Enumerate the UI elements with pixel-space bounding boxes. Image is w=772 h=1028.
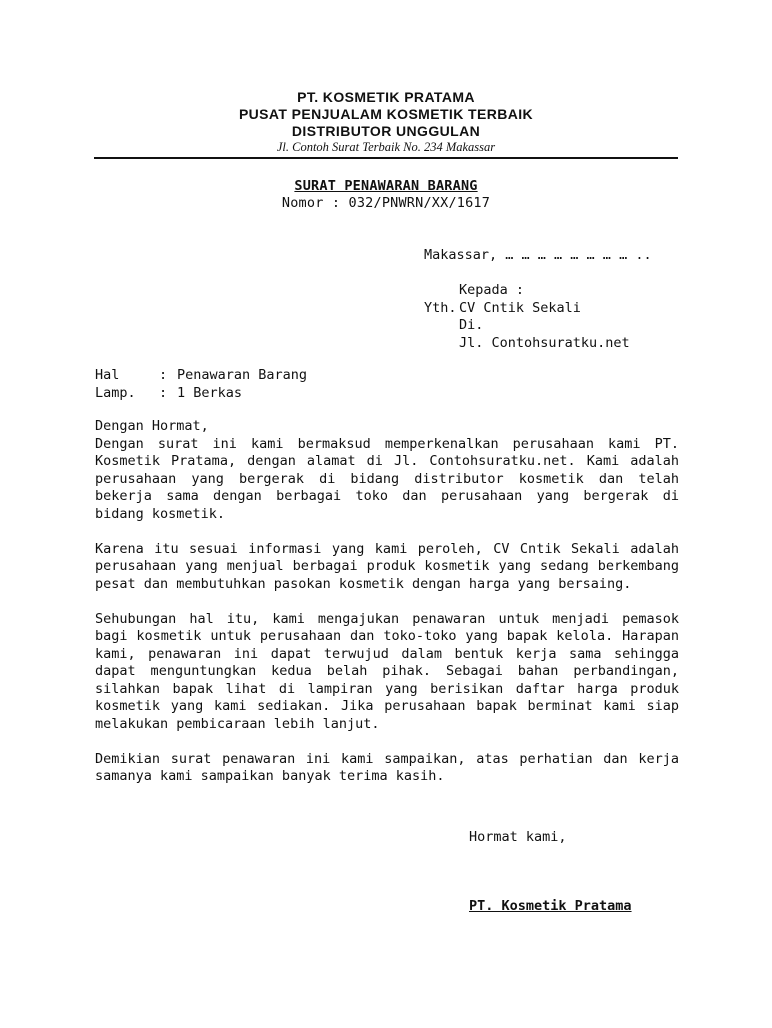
document-number: Nomor : 032/PNWRN/XX/1617 [281,195,491,211]
recipient-block [424,282,630,352]
letterhead-divider [94,157,678,159]
recipient-di: Di. [459,317,484,333]
subject-lamp-colon: : [159,384,168,401]
body-paragraph-intro: Dengan surat ini kami bermaksud memperkenalkan perusahaan kami PT. Kosmetik Pratama, dengan alamat di Jl. Contohsuratku.net. Kami adalah perusahaan yang bergerak di bidang distributor kosmetik dan telah bekerja sama dengan berbagai toko dan perusahaan yang bergerak di bidang kosmetik. [95,435,679,522]
signatory-name: PT. Kosmetik Pratama [469,898,632,914]
subject-lamp-label: Lamp. [95,384,136,401]
body-paragraph-reason: Karena itu sesuai informasi yang kami peroleh, CV Cntik Sekali adalah perusahaan yang menjual berbagai produk kosmetik yang sedang berkembang pesat dan membutuhkan pasokan kosmetik dengan harga yang bersaing. [95,540,679,592]
letter-body [95,418,679,803]
recipient-to-label: Kepada : [459,282,525,298]
company-address: Jl. Contoh Surat Terbaik No. 234 Makassar [276,140,496,154]
place-date: Makassar, … … … … … … … … .. [424,247,652,263]
body-paragraph-offer: Sehubungan hal itu, kami mengajukan penawaran untuk menjadi pemasok bagi kosmetik untuk perusahaan dan toko-toko yang bapak kelola. Harapan kami, penawaran ini dapat terwujud dalam bentuk kerja sama sehingga dapat menguntungkan kedua belah pihak. Sebagai bahan perbandingan, silahkan bapak lihat di lampiran yang berisikan daftar harga produk kosmetik yang kami sediakan. Jika perusahaan bapak berminat kami siap melakukan pembicaraan lebih lanjut. [95,610,679,732]
subject-hal-value: Penawaran Barang [177,367,308,383]
subject-lamp-value: 1 Berkas [177,384,243,401]
document-title: SURAT PENAWARAN BARANG [294,178,478,194]
company-subtitle: DISTRIBUTOR UNGGULAN [291,123,481,139]
subject-hal-label: Hal [95,367,120,383]
subject-hal-colon: : [159,367,168,383]
company-tagline: PUSAT PENJUALAM KOSMETIK TERBAIK [238,106,534,122]
body-paragraph-closing: Demikian surat penawaran ini kami sampaikan, atas perhatian dan kerja samanya kami sampaikan banyak terima kasih. [95,750,679,784]
letterhead [0,89,772,155]
recipient-name: CV Cntik Sekali [459,299,581,316]
company-name: PT. KOSMETIK PRATAMA [297,89,475,105]
closing-salutation: Hormat kami, [469,829,567,845]
greeting: Dengan Hormat, [95,418,209,434]
recipient-address: Jl. Contohsuratku.net [459,334,630,351]
recipient-yth-label: Yth. [424,299,457,316]
subject-block [95,367,307,402]
document-title-block [0,178,772,212]
